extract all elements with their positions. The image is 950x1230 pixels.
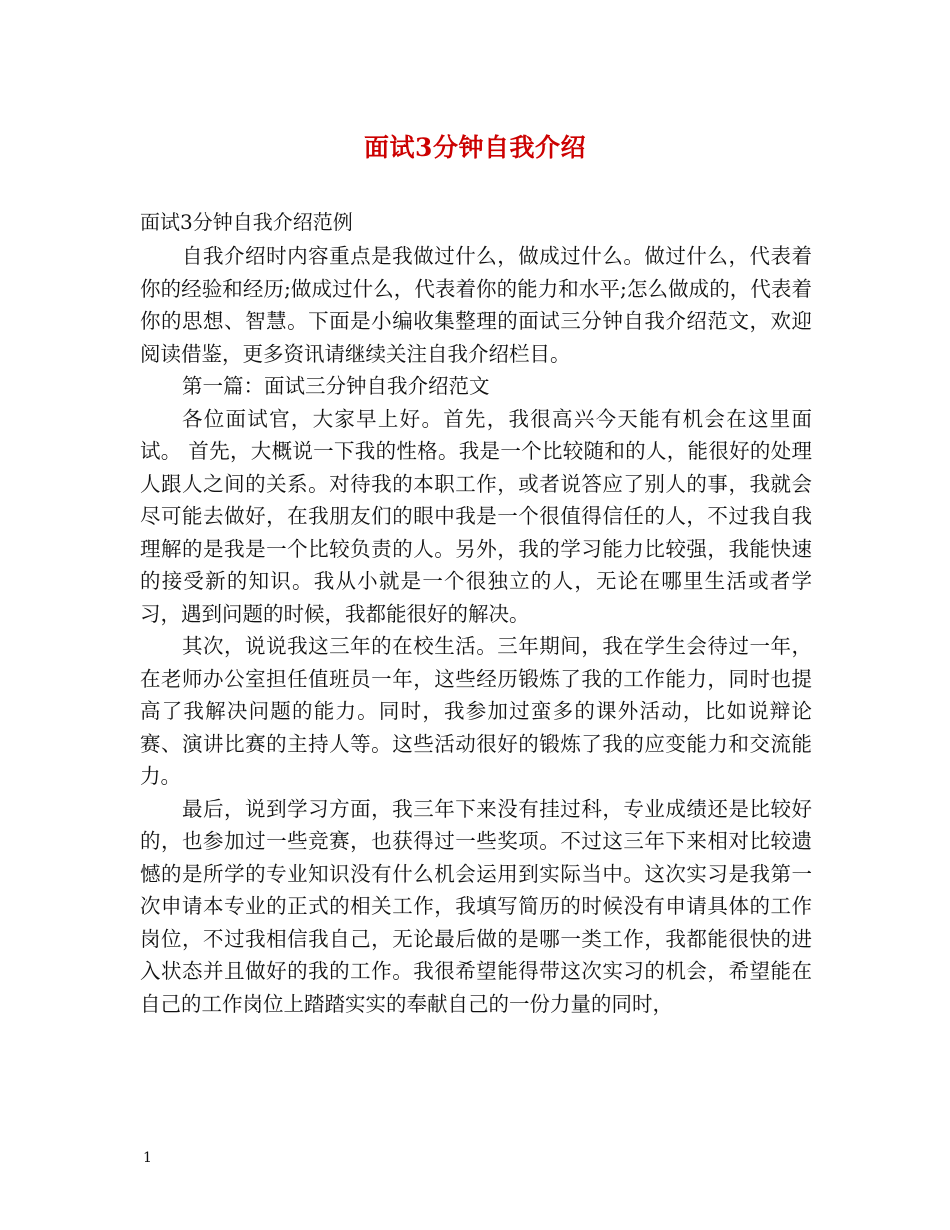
document-body [140, 240, 812, 1020]
document-title: 面试3分钟自我介绍 [364, 133, 586, 162]
paragraph-study: 最后，说到学习方面，我三年下来没有挂过科，专业成绩还是比较好的，也参加过一些竞赛，也获得过一些奖项。不过这三年下来相对比较遗憾的是所学的专业知识没有什么机会运用到实际当中。这次实习是我第一次申请本专业的正式的相关工作，我填写简历的时候没有申请具体的工作岗位，不过我相信我自己，无论最后做的是哪一类工作，我都能很快的进入状态并且做好的我的工作。我很希望能得带这次实习的机会，希望能在自己的工作岗位上踏踏实实的奉献自己的一份力量的同时， [140, 796, 812, 1016]
page-number: 1 [143, 1150, 152, 1166]
paragraph-greeting-personality: 各位面试官，大家早上好。首先，我很高兴今天能有机会在这里面试。 首先，大概说一下我的性格。我是一个比较随和的人，能很好的处理人跟人之间的关系。对待我的本职工作，或者说答应了别人的事，我就会尽可能去做好，在我朋友们的眼中我是一个很值得信任的人，不过我自我理解的是我是一个比较负责的人。另外，我的学习能力比较强，我能快速的接受新的知识。我从小就是一个很独立的人，无论在哪里生活或者学习，遇到问题的时候，我都能很好的解决。 [140, 406, 812, 626]
paragraph-intro: 自我介绍时内容重点是我做过什么，做成过什么。做过什么，代表着你的经验和经历;做成过什么，代表着你的能力和水平;怎么做成的，代表着你的思想、智慧。下面是小编收集整理的面试三分钟自我介绍范文，欢迎阅读借鉴，更多资讯请继续关注自我介绍栏目。 [140, 244, 812, 366]
paragraph-heading-first-article: 第一篇：面试三分钟自我介绍范文 [182, 374, 490, 398]
paragraph-campus-life: 其次，说说我这三年的在校生活。三年期间，我在学生会待过一年，在老师办公室担任值班员一年，这些经历锻炼了我的工作能力，同时也提高了我解决问题的能力。同时，我参加过蛮多的课外活动，比如说辩论赛、演讲比赛的主持人等。这些活动很好的锻炼了我的应变能力和交流能力。 [140, 634, 812, 788]
document-subtitle: 面试3分钟自我介绍范例 [140, 210, 353, 234]
